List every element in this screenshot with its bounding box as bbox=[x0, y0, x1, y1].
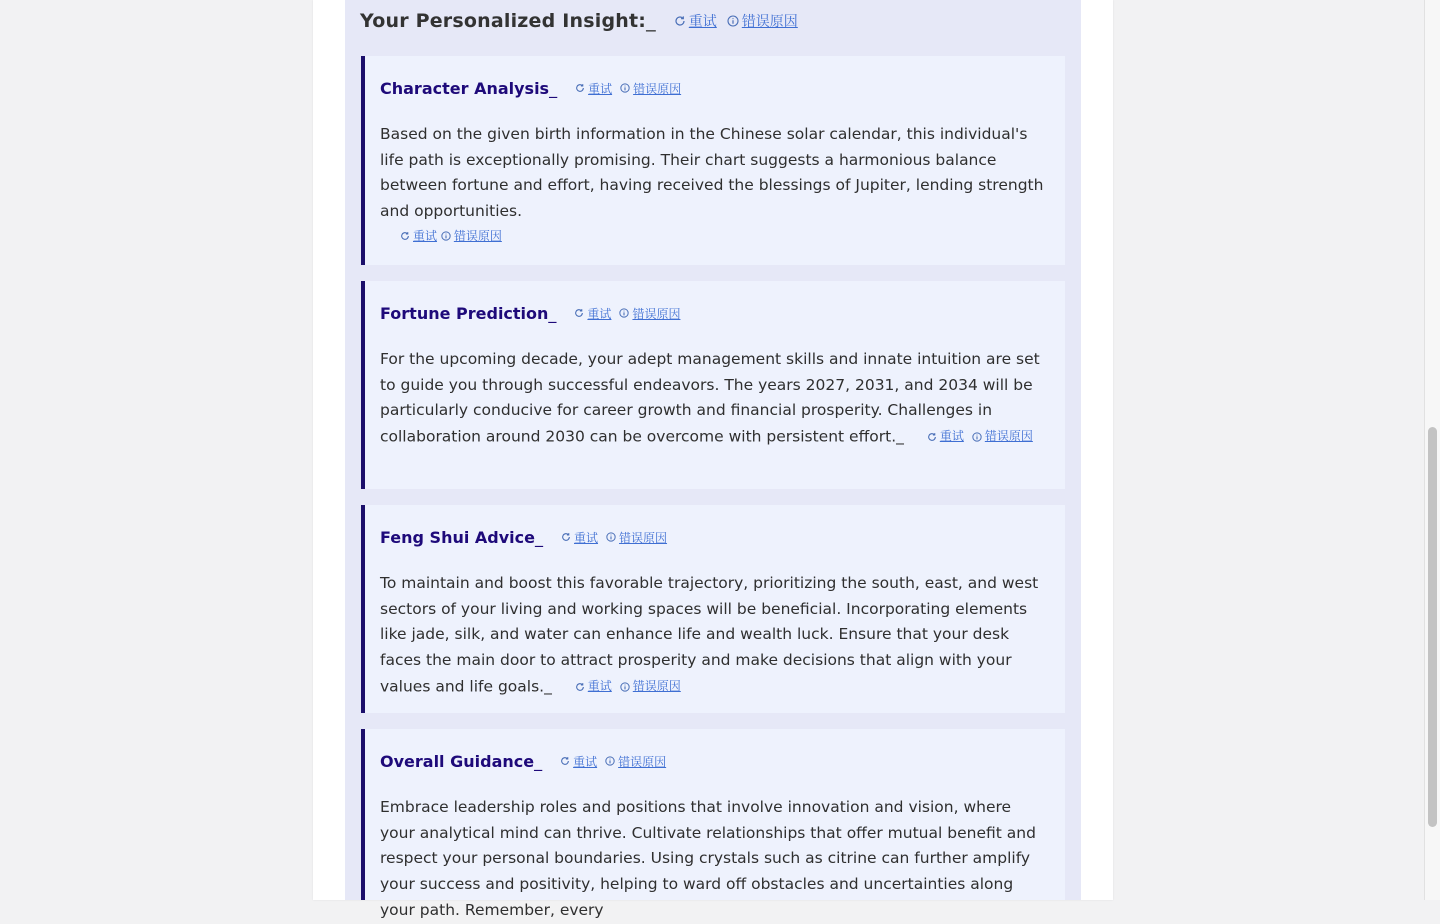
retry-label: 重试 bbox=[413, 228, 438, 243]
body-actions bbox=[575, 674, 681, 700]
section-character-analysis bbox=[361, 56, 1065, 265]
error-reason-button[interactable] bbox=[727, 11, 798, 31]
info-circle-icon bbox=[441, 231, 451, 241]
refresh-icon bbox=[560, 756, 570, 766]
section-head bbox=[380, 76, 1049, 100]
info-circle-icon bbox=[605, 756, 615, 766]
section-overall-guidance bbox=[361, 729, 1065, 919]
typing-cursor bbox=[548, 304, 556, 323]
scrollbar-thumb[interactable] bbox=[1428, 427, 1437, 827]
section-title bbox=[380, 528, 543, 547]
section-title bbox=[380, 304, 556, 323]
section-body bbox=[380, 795, 1049, 924]
retry-button[interactable] bbox=[575, 674, 612, 700]
refresh-icon bbox=[575, 682, 585, 692]
error-reason-button[interactable] bbox=[606, 529, 667, 546]
retry-button[interactable] bbox=[575, 80, 612, 97]
section-title-text: Character Analysis bbox=[380, 78, 550, 98]
header-actions bbox=[674, 11, 798, 31]
typing-cursor bbox=[896, 427, 904, 445]
refresh-icon bbox=[927, 432, 937, 442]
section-text: To maintain and boost this favorable trajectory, prioritizing the south, east, and west sectors of your living and working spaces will be beneficial. Incorporating elements like jade, silk, and water can enhance life and wealth luck. Ensure that your desk faces the main door to attract prosperity and make decisions that align with your values and life goals. bbox=[380, 574, 1039, 696]
error-reason-label: 错误原因 bbox=[741, 14, 798, 30]
section-head bbox=[380, 301, 1049, 325]
section-head bbox=[380, 525, 1049, 549]
section-body bbox=[380, 571, 1049, 700]
section-title-text: Overall Guidance bbox=[380, 751, 535, 771]
info-circle-icon bbox=[619, 308, 629, 318]
error-reason-button[interactable] bbox=[441, 226, 502, 246]
error-reason-label: 错误原因 bbox=[619, 530, 668, 545]
section-text: Embrace leadership roles and positions that involve innovation and vision, where your analytical mind can thrive. Cultivate relationships that offer mutual benefit and respect your personal boundaries. Using crystals such as citrine can further amplify your success and positivity, helping to ward off obstacles and uncertainties along your path. Remember, every bbox=[380, 798, 1036, 919]
error-reason-label: 错误原因 bbox=[453, 228, 502, 243]
section-title-text: Feng Shui Advice bbox=[380, 527, 535, 547]
section-body bbox=[380, 347, 1049, 450]
retry-label: 重试 bbox=[688, 14, 717, 30]
error-reason-button[interactable] bbox=[620, 674, 681, 700]
refresh-icon bbox=[575, 83, 585, 93]
retry-label: 重试 bbox=[587, 678, 612, 693]
typing-cursor bbox=[549, 79, 557, 98]
error-reason-button[interactable] bbox=[605, 753, 666, 770]
error-reason-label: 错误原因 bbox=[632, 678, 681, 693]
error-reason-label: 错误原因 bbox=[618, 754, 667, 769]
info-circle-icon bbox=[620, 682, 630, 692]
section-title bbox=[380, 752, 542, 771]
retry-button[interactable] bbox=[574, 305, 611, 322]
insight-header bbox=[360, 8, 798, 34]
body-actions bbox=[400, 226, 1049, 247]
section-body bbox=[380, 122, 1049, 247]
retry-button[interactable] bbox=[400, 226, 437, 246]
section-head bbox=[380, 749, 1049, 773]
error-reason-label: 错误原因 bbox=[632, 306, 681, 321]
info-circle-icon bbox=[972, 432, 982, 442]
typing-cursor bbox=[534, 752, 542, 771]
error-reason-label: 错误原因 bbox=[633, 81, 682, 96]
retry-button[interactable] bbox=[561, 529, 598, 546]
typing-cursor bbox=[535, 528, 543, 547]
retry-label: 重试 bbox=[939, 429, 964, 444]
section-actions bbox=[561, 529, 667, 546]
retry-button[interactable] bbox=[560, 753, 597, 770]
retry-button[interactable] bbox=[674, 11, 717, 31]
retry-label: 重试 bbox=[574, 530, 599, 545]
info-circle-icon bbox=[620, 83, 630, 93]
typing-cursor bbox=[544, 677, 552, 695]
refresh-icon bbox=[674, 15, 686, 27]
refresh-icon bbox=[574, 308, 584, 318]
section-actions bbox=[575, 80, 681, 97]
retry-label: 重试 bbox=[587, 306, 612, 321]
retry-label: 重试 bbox=[573, 754, 598, 769]
body-actions bbox=[927, 424, 1033, 450]
error-reason-button[interactable] bbox=[620, 80, 681, 97]
typing-cursor bbox=[646, 10, 656, 32]
section-title bbox=[380, 79, 557, 98]
section-actions bbox=[574, 305, 680, 322]
section-fortune-prediction bbox=[361, 281, 1065, 489]
section-text: For the upcoming decade, your adept management skills and innate intuition are set to guide you through successful endeavors. The years 2027, 2031, and 2034 will be particularly conducive for career growth and financial prosperity. Challenges in collaboration around 2030 can be overcome with persistent effort. bbox=[380, 350, 1040, 446]
insight-title bbox=[360, 10, 656, 32]
error-reason-label: 错误原因 bbox=[984, 429, 1033, 444]
section-feng-shui-advice bbox=[361, 505, 1065, 713]
refresh-icon bbox=[400, 231, 410, 241]
retry-label: 重试 bbox=[588, 81, 613, 96]
retry-button[interactable] bbox=[927, 424, 964, 450]
section-actions bbox=[560, 753, 666, 770]
info-circle-icon bbox=[606, 532, 616, 542]
insight-title-text: Your Personalized Insight: bbox=[360, 10, 647, 32]
section-title-text: Fortune Prediction bbox=[380, 303, 549, 323]
refresh-icon bbox=[561, 532, 571, 542]
error-reason-button[interactable] bbox=[619, 305, 680, 322]
error-reason-button[interactable] bbox=[972, 424, 1033, 450]
info-circle-icon bbox=[727, 15, 739, 27]
section-text: Based on the given birth information in the Chinese solar calendar, this individual's life path is exceptionally promising. Their chart suggests a harmonious balance between fortune and effort, having received the blessings of Jupiter, lending strength and opportunities. bbox=[380, 125, 1044, 221]
